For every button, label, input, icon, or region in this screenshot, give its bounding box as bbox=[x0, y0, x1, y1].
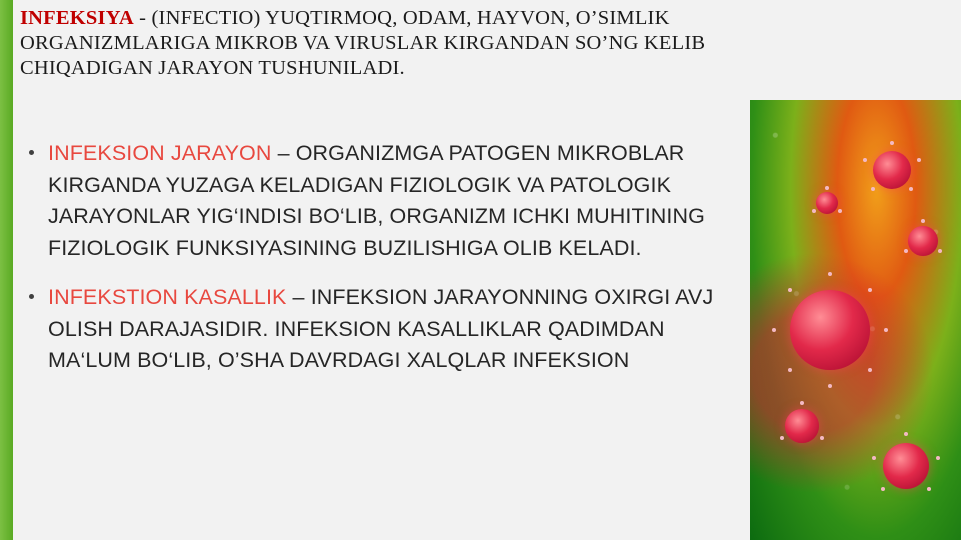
list-item bbox=[20, 138, 740, 264]
heading-text: - (INFECTIO) YUQTIRMOQ, ODAM, HAYVON, O’SIMLIK ORGANIZMLARIGA MIKROB VA VIRUSLAR KIRGANDAN SO’NG KELIB CHIQADIGAN JARAYON TUSHUNILADI. bbox=[20, 7, 706, 79]
virus-spike bbox=[863, 158, 867, 162]
virus-spike bbox=[812, 209, 816, 213]
virus-particle bbox=[768, 268, 892, 392]
virus-spike bbox=[938, 249, 942, 253]
virus-particle bbox=[862, 140, 922, 200]
virus-spike bbox=[828, 272, 832, 276]
virus-spike bbox=[890, 141, 894, 145]
accent-bar bbox=[0, 0, 13, 540]
slide-heading bbox=[20, 6, 750, 81]
virus-spike bbox=[884, 328, 888, 332]
virus-particle bbox=[900, 218, 946, 264]
virus-spike bbox=[788, 368, 792, 372]
virus-spike bbox=[800, 401, 804, 405]
virus-particle bbox=[870, 430, 942, 502]
virus-particle bbox=[776, 400, 828, 452]
virus-spike bbox=[868, 288, 872, 292]
list-item bbox=[20, 282, 740, 377]
virus-core bbox=[883, 443, 929, 489]
bullet-term: INFEKSTION KASALLIK bbox=[48, 285, 287, 309]
bullet-dot-icon bbox=[29, 294, 34, 299]
virus-spike bbox=[820, 436, 824, 440]
virus-spike bbox=[927, 487, 931, 491]
virus-core bbox=[908, 226, 937, 255]
virus-core bbox=[873, 151, 911, 189]
virus-particle bbox=[810, 186, 844, 220]
virus-core bbox=[816, 192, 838, 214]
virus-spike bbox=[825, 186, 829, 190]
virus-microscopy-photo bbox=[750, 100, 961, 540]
virus-spike bbox=[772, 328, 776, 332]
heading-keyword: INFEKSIYA bbox=[20, 7, 134, 29]
virus-spike bbox=[917, 158, 921, 162]
bullet-list bbox=[20, 138, 740, 395]
virus-core bbox=[790, 290, 869, 369]
bullet-dot-icon bbox=[29, 150, 34, 155]
virus-spike bbox=[881, 487, 885, 491]
virus-core bbox=[785, 409, 818, 442]
virus-spike bbox=[872, 456, 876, 460]
bullet-body: – INFEKSION JARAYONNING OXIRGI AVJ OLISH DARAJASIDIR. INFEKSION KASALLIKLAR QADIMDAN MA‘LUM BO‘LIB, O’SHA DAVRDAGI XALQLAR INFEKSION bbox=[48, 285, 714, 372]
virus-spike bbox=[921, 219, 925, 223]
virus-spike bbox=[909, 187, 913, 191]
virus-spike bbox=[828, 384, 832, 388]
bullet-body: – ORGANIZMGA PATOGEN MIKROBLAR KIRGANDA YUZAGA KELADIGAN FIZIOLOGIK VA PATOLOGIK JARAYONLAR YIG‘INDISI BO‘LIB, ORGANIZM ICHKI MUHITINING FIZIOLOGIK FUNKSIYASINING BUZILISHIGA OLIB KELADI. bbox=[48, 141, 705, 260]
bullet-term: INFEKSION JARAYON bbox=[48, 141, 272, 165]
virus-spike bbox=[868, 368, 872, 372]
virus-spike bbox=[936, 456, 940, 460]
virus-spike bbox=[838, 209, 842, 213]
virus-spike bbox=[904, 249, 908, 253]
accent-bar-gradient bbox=[0, 0, 13, 540]
virus-spike bbox=[788, 288, 792, 292]
virus-spike bbox=[871, 187, 875, 191]
virus-spike bbox=[780, 436, 784, 440]
virus-spike bbox=[904, 432, 908, 436]
